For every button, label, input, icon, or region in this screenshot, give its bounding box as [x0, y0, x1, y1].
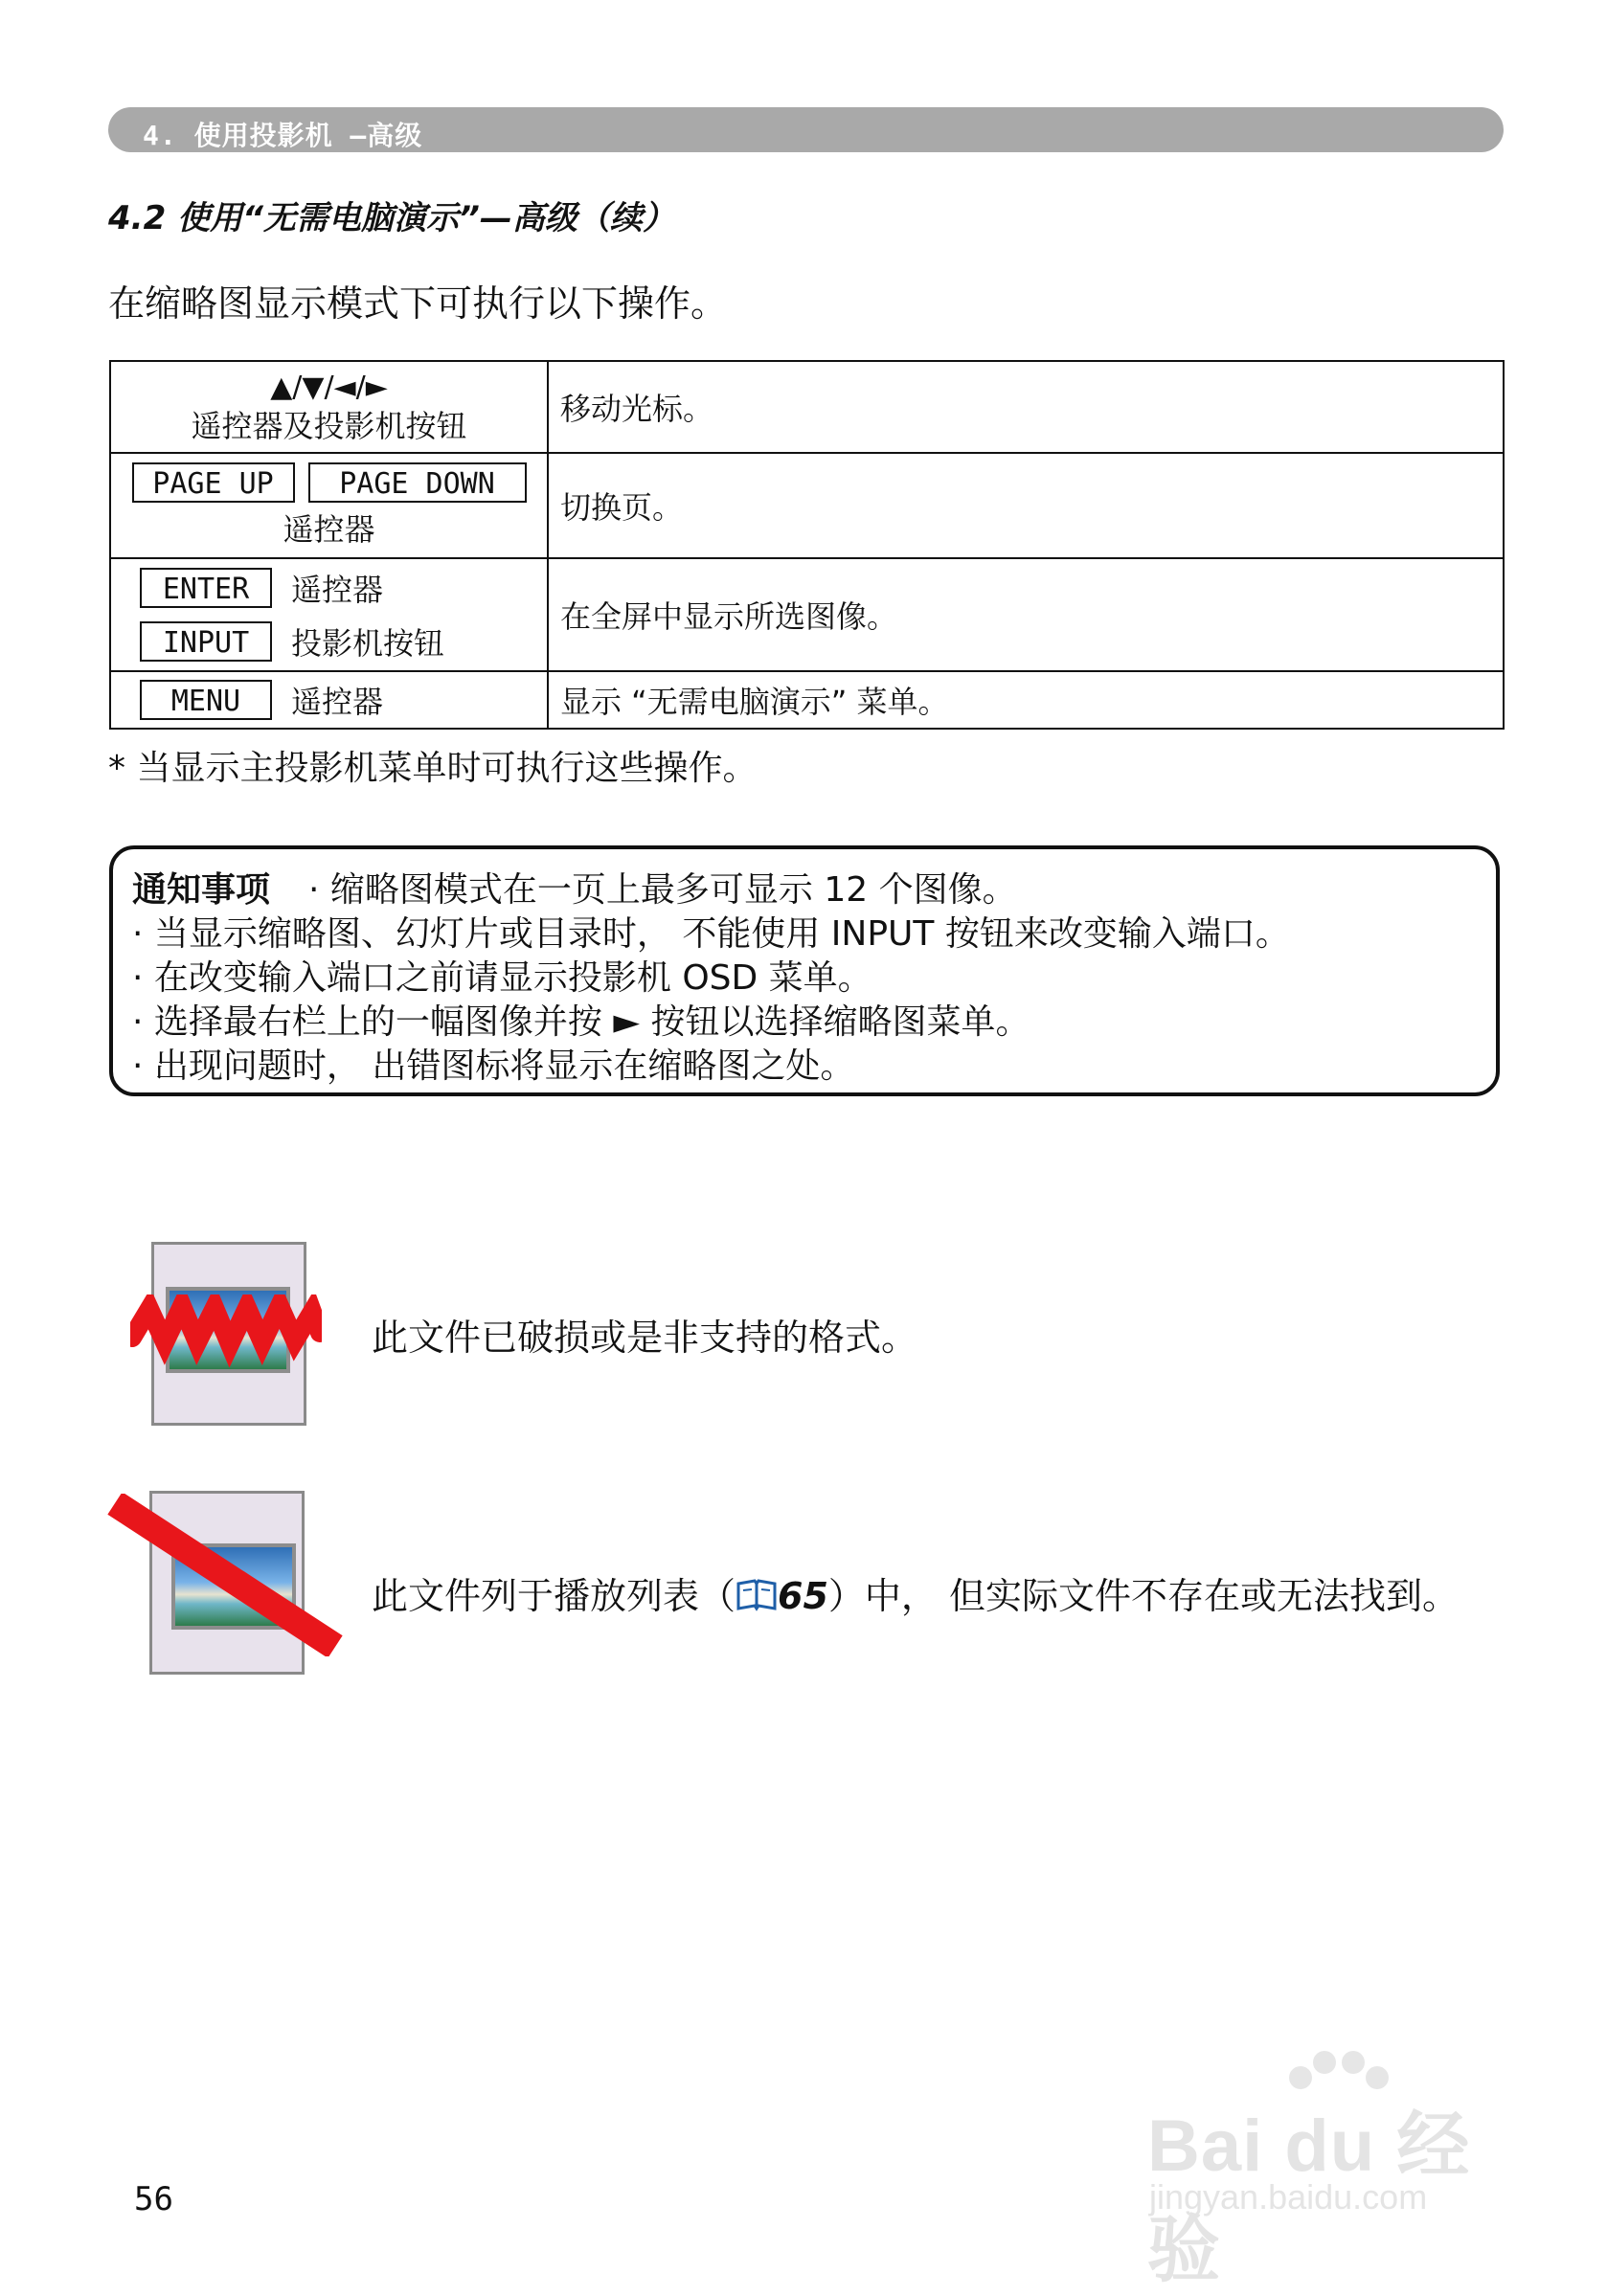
key-cell [110, 558, 548, 671]
notice-line: · 出现问题时， 出错图标将显示在缩略图之处。 [132, 1047, 855, 1086]
description-cell [548, 671, 1504, 729]
corrupt-file-text: 此文件已破损或是非支持的格式。 [372, 1317, 918, 1359]
table-row [110, 671, 1504, 729]
notice-line [132, 863, 1017, 912]
intro-text: 在缩略图显示模式下可执行以下操作。 [108, 282, 728, 325]
zigzag-error-icon [130, 1294, 322, 1371]
notice-line: · 在改变输入端口之前请显示投影机 OSD 菜单。 [132, 958, 872, 998]
description-cell [548, 558, 1504, 671]
missing-file-text [372, 1566, 1459, 1619]
notice-line: · 当显示缩略图、幻灯片或目录时， 不能使用 INPUT 按钮来改变输入端口。 [132, 914, 1290, 954]
chapter-label: 4. 使用投影机 —高级 [143, 120, 423, 151]
slash-error-icon [105, 1494, 345, 1656]
description: 显示 “无需电脑演示” 菜单。 [560, 684, 949, 720]
table-row [110, 558, 1504, 671]
missing-file-text-after: ）中， 但实际文件不存在或无法找到。 [827, 1575, 1459, 1617]
book-reference-icon [736, 1578, 778, 1612]
baidu-watermark [1138, 2049, 1521, 2291]
page-up-key: PAGE UP [132, 462, 295, 503]
watermark-url: jingyan.baidu.com [1149, 2177, 1428, 2217]
notice-text: · 缩略图模式在一页上最多可显示 12 个图像。 [308, 870, 1017, 910]
table-row [110, 361, 1504, 453]
description-cell [548, 361, 1504, 453]
operations-table [109, 360, 1505, 730]
input-key: INPUT [140, 621, 272, 662]
key-source: 遥控器及投影机按钮 [191, 408, 467, 444]
page-number: 56 [134, 2180, 173, 2218]
key-cell [110, 361, 548, 453]
description: 切换页。 [560, 489, 684, 526]
description-cell [548, 453, 1504, 558]
notice-line: · 选择最右栏上的一幅图像并按 ► 按钮以选择缩略图菜单。 [132, 1002, 1030, 1042]
key-source: 遥控器 [291, 572, 384, 608]
key-source: 遥控器 [283, 511, 375, 548]
key-source: 遥控器 [291, 684, 384, 720]
chapter-header-bar [108, 107, 1504, 152]
key-source: 投影机按钮 [291, 625, 445, 662]
arrow-keys: ▲/▼/◄/► [270, 371, 388, 404]
page-reference[interactable]: 65 [778, 1575, 828, 1617]
missing-file-text-before: 此文件列于播放列表（ [372, 1575, 736, 1617]
notice-box [109, 845, 1500, 1096]
page-down-key: PAGE DOWN [308, 462, 527, 503]
key-cell [110, 671, 548, 729]
description: 在全屏中显示所选图像。 [560, 598, 898, 635]
notice-heading: 通知事项 [132, 870, 271, 910]
footnote: * 当显示主投影机菜单时可执行这些操作。 [108, 749, 758, 788]
menu-key: MENU [140, 680, 272, 720]
description: 移动光标。 [560, 391, 714, 427]
section-title: 4.2 使用“无需电脑演示”—高级（续） [108, 199, 675, 237]
enter-key: ENTER [140, 568, 272, 608]
watermark-main: Bai du 经验 [1147, 2105, 1471, 2291]
table-row [110, 453, 1504, 558]
key-cell [110, 453, 548, 558]
